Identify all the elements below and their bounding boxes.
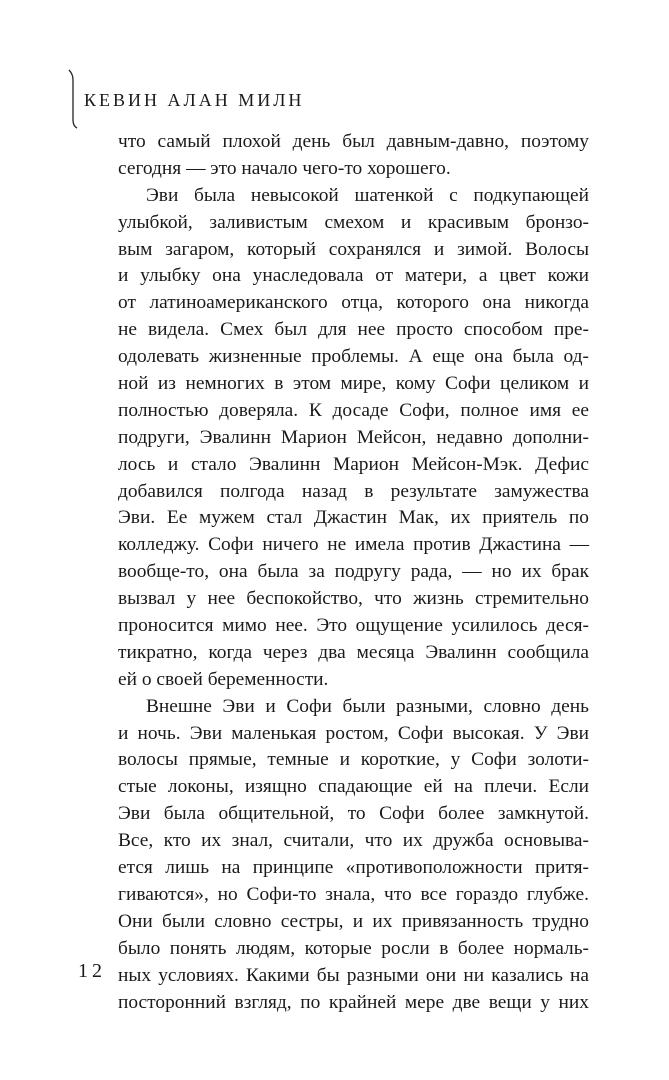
text-line: что самый плохой день был давным-давно, поэтому (118, 131, 589, 152)
text-line: Эви была общительной, то Софи более замкнутой. (118, 803, 589, 825)
paragraph (118, 129, 589, 183)
text-line: Они были словно сестры, и их привязанность трудно (118, 910, 589, 932)
running-head: КЕВИН АЛАН МИЛН (84, 90, 305, 110)
text-line: ной из немногих в этом мире, кому Софи целиком и (118, 373, 589, 395)
text-line: ей о своей беременности. (118, 668, 329, 690)
text-line: Эви. Ее мужем стал Джастин Мак, их приятель по (118, 507, 589, 529)
text-line: и ночь. Эви маленькая ростом, Софи высокая. У Эви (118, 722, 589, 744)
text-line: одолевать жизненные проблемы. А еще она была од- (118, 346, 589, 368)
page-number: 12 (78, 960, 106, 982)
text-line: не видела. Смех был для нее просто способом пре- (118, 319, 589, 341)
text-line: проносится мимо нее. Это ощущение усилилось деся- (118, 615, 589, 637)
text-line: улыбкой, заливистым смехом и красивым бронзо- (118, 211, 589, 233)
text-line: посторонний взгляд, по крайней мере две вещи у них (118, 991, 589, 1013)
text-line: волосы прямые, темные и короткие, у Софи золоти- (118, 749, 589, 771)
text-line: сегодня — это начало чего-то хорошего. (118, 157, 451, 179)
text-line: лось и стало Эвалинн Марион Мейсон-Мэк. Дефис (118, 453, 589, 475)
text-line: полностью доверяла. К досаде Софи, полное имя ее (118, 399, 589, 421)
text-line: вообще-то, она была за подругу рада, — но их брак (118, 561, 589, 583)
text-line: и улыбку она унаследовала от матери, а цвет кожи (118, 265, 589, 287)
text-line: тикратно, когда через два месяца Эвалинн сообщила (118, 641, 589, 663)
text-line: вызвал у нее беспокойство, что жизнь стремительно (118, 588, 589, 610)
text-line: Эви была невысокой шатенкой с подкупающей (146, 184, 589, 206)
paragraph (118, 183, 589, 694)
text-line: ется лишь на принципе «противоположности притя- (118, 857, 589, 879)
text-line: от латиноамериканского отца, которого она никогда (118, 292, 589, 314)
text-line: колледжу. Софи ничего не имела против Джастина — (118, 534, 589, 556)
text-line: ных условиях. Какими бы разными они ни казались на (118, 964, 589, 986)
text-line: гиваются», но Софи-то знала, что все гораздо глубже. (118, 883, 589, 905)
text-line: вым загаром, который сохранялся и зимой. Волосы (118, 238, 589, 260)
text-line: стые локоны, изящно спадающие ей на плечи. Если (118, 776, 589, 798)
body-text (118, 129, 589, 1016)
text-line: Все, кто их знал, считали, что их дружба основыва- (118, 830, 589, 852)
text-line: Внешне Эви и Софи были разными, словно день (146, 695, 589, 717)
paragraph (118, 694, 589, 1017)
text-line: подруги, Эвалинн Марион Мейсон, недавно дополни- (118, 426, 589, 448)
text-line: добавился полгода назад в результате замужества (118, 480, 589, 502)
text-line: было понять людям, которые росли в более нормаль- (118, 937, 589, 959)
ornamental-rule (66, 68, 80, 130)
